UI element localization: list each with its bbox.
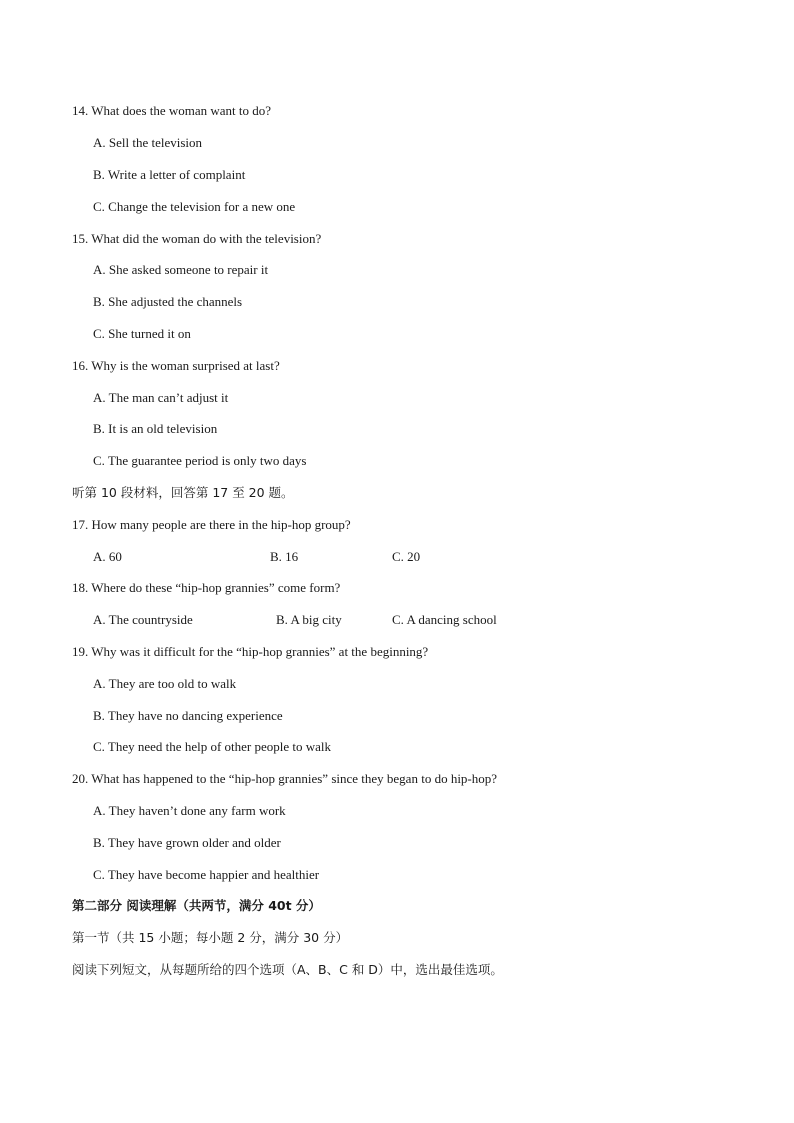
option-19-c: C. They need the help of other people to walk xyxy=(93,739,332,754)
option-16-c: C. The guarantee period is only two days xyxy=(93,453,307,468)
option-14-a: A. Sell the television xyxy=(93,135,203,150)
reading-instructions: 阅读下列短文，从每题所给的四个选项（A、B、C 和 D）中，选出最佳选项。 xyxy=(72,962,503,977)
question-text: Why was it difficult for the “hip-hop grannies” at the beginning? xyxy=(91,644,429,659)
option-14-c: C. Change the television for a new one xyxy=(93,199,296,214)
question-text: What did the woman do with the television? xyxy=(91,231,322,246)
question-20 xyxy=(72,771,497,787)
question-number: 15. xyxy=(72,231,89,246)
option-15-a: A. She asked someone to repair it xyxy=(93,262,269,277)
option-17-a: A. 60 xyxy=(93,549,122,564)
option-14-b: B. Write a letter of complaint xyxy=(93,167,246,182)
question-15 xyxy=(72,231,321,247)
question-number: 19. xyxy=(72,644,89,659)
section-note: 听第 10 段材料，回答第 17 至 20 题。 xyxy=(72,485,294,500)
question-14 xyxy=(72,103,271,119)
question-19 xyxy=(72,644,428,660)
question-number: 14. xyxy=(72,103,89,118)
question-number: 17. xyxy=(72,517,89,532)
option-19-a: A. They are too old to walk xyxy=(93,676,237,691)
option-19-b: B. They have no dancing experience xyxy=(93,708,283,723)
question-text: Where do these “hip-hop grannies” come form? xyxy=(91,580,341,595)
option-18-b: B. A big city xyxy=(276,612,342,627)
question-number: 16. xyxy=(72,358,89,373)
option-18-a: A. The countryside xyxy=(93,612,193,627)
option-15-c: C. She turned it on xyxy=(93,326,191,341)
section-one-heading: 第一节（共 15 小题；每小题 2 分，满分 30 分） xyxy=(72,930,349,945)
question-16 xyxy=(72,358,280,374)
question-number: 20. xyxy=(72,771,89,786)
option-20-a: A. They haven’t done any farm work xyxy=(93,803,286,818)
option-18-c: C. A dancing school xyxy=(392,612,497,627)
option-20-c: C. They have become happier and healthier xyxy=(93,867,320,882)
question-17 xyxy=(72,517,351,533)
option-16-b: B. It is an old television xyxy=(93,421,218,436)
option-20-b: B. They have grown older and older xyxy=(93,835,281,850)
question-text: Why is the woman surprised at last? xyxy=(91,358,280,373)
question-text: What has happened to the “hip-hop grannies” since they began to do hip-hop? xyxy=(91,771,498,786)
option-17-c: C. 20 xyxy=(392,549,421,564)
question-text: What does the woman want to do? xyxy=(91,103,272,118)
option-16-a: A. The man can’t adjust it xyxy=(93,390,229,405)
question-18 xyxy=(72,580,340,596)
option-17-b: B. 16 xyxy=(270,549,299,564)
part-two-heading: 第二部分 阅读理解（共两节，满分 40t 分） xyxy=(72,898,321,913)
option-15-b: B. She adjusted the channels xyxy=(93,294,243,309)
question-number: 18. xyxy=(72,580,89,595)
question-text: How many people are there in the hip-hop group? xyxy=(91,517,351,532)
